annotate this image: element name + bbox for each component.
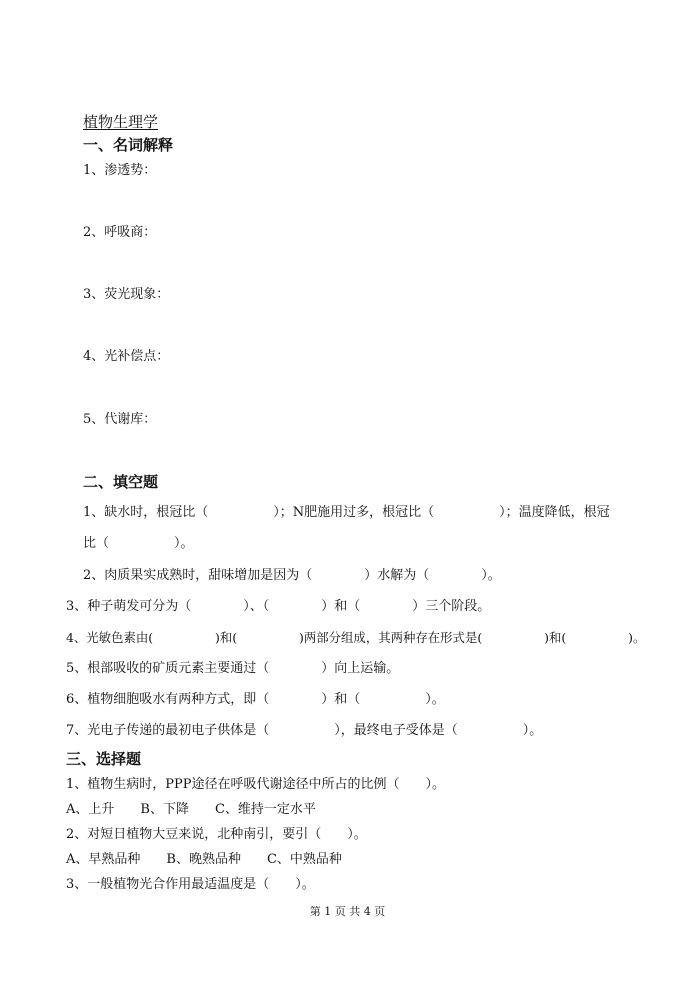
- page-footer: 第 1 页 共 4 页: [309, 905, 386, 918]
- section-3-heading: 三、选择题: [66, 750, 142, 768]
- term-item: 3、荧光现象：: [83, 287, 170, 302]
- choice-line: A、早熟品种 B、晚熟品种 C、中熟品种: [66, 852, 342, 867]
- term-item: 2、呼吸商：: [83, 225, 157, 240]
- fill-blank-line: 7、光电子传递的最初电子供体是（ ），最终电子受体是（ ）。: [66, 723, 543, 738]
- fill-blank-line: 1、缺水时，根冠比（ ）；N肥施用过多，根冠比（ ）；温度降低，根冠: [83, 505, 610, 520]
- term-item: 4、光补偿点：: [83, 349, 170, 364]
- fill-blank-line: 比（ ）。: [83, 536, 194, 551]
- choice-line: 3、一般植物光合作用最适温度是（ ）。: [66, 877, 315, 892]
- section-2-heading: 二、填空题: [83, 473, 159, 491]
- term-item: 1、渗透势：: [83, 163, 157, 178]
- doc-title: 植物生理学: [83, 113, 159, 131]
- fill-blank-line: 3、种子萌发可分为（ ）、（ ）和（ ）三个阶段。: [66, 599, 491, 614]
- fill-blank-line: 2、肉质果实成熟时，甜味增加是因为（ ）水解为（ ）。: [83, 568, 501, 583]
- choice-line: 1、植物生病时，PPP途径在呼吸代谢途径中所占的比例（ ）。: [66, 777, 446, 792]
- choice-line: 2、对短日植物大豆来说，北种南引，要引（ ）。: [66, 827, 367, 842]
- fill-blank-line: 6、植物细胞吸水有两种方式，即（ ）和（ ）。: [66, 692, 445, 707]
- section-1-heading: 一、名词解释: [83, 136, 174, 154]
- choice-line: A、上升 B、下降 C、维持一定水平: [66, 802, 316, 817]
- fill-blank-line: 4、光敏色素由( )和( )两部分组成，其两种存在形式是( )和( )。: [66, 630, 646, 645]
- term-item: 5、代谢库：: [83, 412, 157, 427]
- fill-blank-line: 5、根部吸收的矿质元素主要通过（ ）向上运输。: [66, 661, 400, 676]
